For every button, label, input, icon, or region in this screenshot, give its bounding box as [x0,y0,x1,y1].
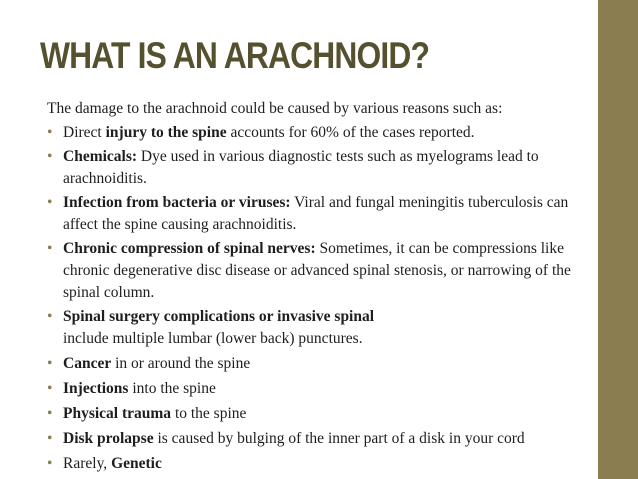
item-key-term: Genetic [111,455,162,472]
item-description: Viral and fungal meningitis tuberculosis can affect the spine causing arachnoiditis. [63,194,569,233]
item-key-term: Chronic compression of spinal nerves: [63,240,316,257]
item-key-term: Chemicals: [63,148,138,165]
bullet-icon: • [47,455,53,472]
item-key-term: Infection from bacteria or viruses: [63,194,291,211]
item-description: Dye used in various diagnostic tests such as myelograms lead to arachnoiditis. [63,148,539,187]
bullet-icon: • [47,430,53,447]
item-key-term: injury to the spine [105,124,227,141]
item-description: to the spine [171,405,247,422]
cause-list [47,122,587,475]
item-description: accounts for 60% of the cases reported. [226,124,475,141]
list-item-chemicals [47,146,587,190]
list-item-injections [47,378,587,400]
list-item-infection [47,192,587,236]
list-item-cancer [47,353,587,375]
list-item-injury [47,122,587,144]
item-key-term: Injections [63,380,129,397]
list-item-compression [47,238,587,304]
bullet-icon: • [47,240,53,257]
item-prefix: Rarely, [63,455,112,472]
bullet-icon: • [47,380,53,397]
list-item-genetic [47,453,587,475]
item-description: Sometimes, it can be compressions like chronic degenerative disc disease or advanced spinal stenosis, or narrowing of the spinal column. [63,240,571,301]
intro-text: The damage to the arachnoid could be caused by various reasons such as: [47,100,503,117]
item-key-term: Spinal surgery complications or invasive spinal [63,308,375,325]
list-item-trauma [47,403,587,425]
list-item-surgery [47,306,587,350]
item-key-term: Cancer [63,355,112,372]
item-key-term: Physical trauma [63,405,172,422]
item-description: include multiple lumbar (lower back) punctures. [63,330,363,347]
slide-body [47,98,587,475]
bullet-icon: • [47,405,53,422]
bullet-icon: • [47,194,53,211]
slide-title: WHAT IS AN ARACHNOID? [40,35,430,76]
bullet-icon: • [47,124,53,141]
item-prefix: Direct [63,124,106,141]
item-description: in or around the spine [111,355,251,372]
bullet-icon: • [47,148,53,165]
list-item-disk-prolapse [47,428,587,450]
item-key-term: Disk prolapse [63,430,154,447]
item-description: into the spine [128,380,216,397]
bullet-icon: • [47,308,53,325]
side-accent-bar [598,0,638,479]
bullet-icon: • [47,355,53,372]
item-description: is caused by bulging of the inner part of a disk in your cord [153,430,525,447]
